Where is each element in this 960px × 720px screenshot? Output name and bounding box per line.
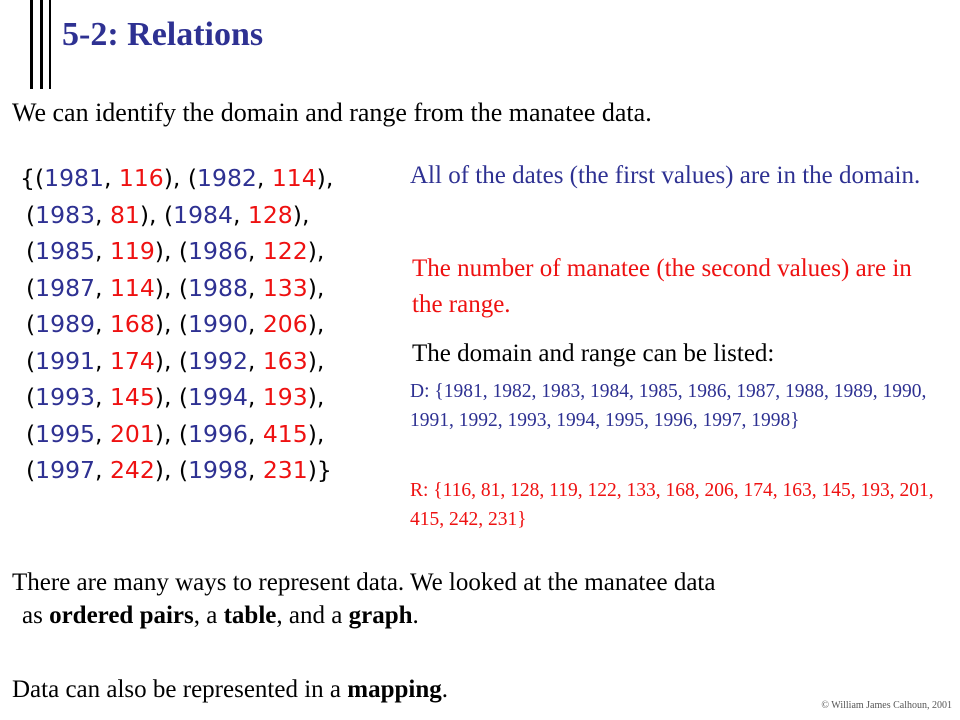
term-mapping: mapping — [347, 676, 442, 703]
pair-open-paren: ( — [163, 200, 174, 229]
pair-comma: , — [94, 310, 110, 338]
pair-value: 174 — [109, 346, 155, 375]
term-graph: graph — [348, 602, 413, 629]
term-ordered-pairs: ordered pairs — [49, 602, 194, 629]
pair-open-paren: ( — [34, 164, 45, 192]
pair-separator: , — [163, 456, 179, 484]
listed-heading: The domain and range can be listed: — [412, 340, 775, 367]
pair-value: 128 — [247, 200, 293, 229]
pair-year: 1984 — [173, 200, 233, 229]
pair-year: 1982 — [197, 164, 257, 192]
pair-open-paren: ( — [178, 237, 189, 265]
pair-close-paren: ) — [307, 310, 317, 338]
pair-close-paren: ) — [307, 237, 317, 265]
pair-value: 168 — [109, 310, 155, 338]
pair-line — [20, 160, 396, 197]
range-note: The number of manatee (the second values) are in the range. — [412, 255, 912, 318]
pair-line — [26, 343, 396, 380]
pair-close-paren: ) — [307, 383, 317, 411]
pair-line — [26, 270, 396, 307]
line2-sep-2: , and a — [276, 602, 349, 629]
pair-comma: , — [94, 346, 110, 375]
pair-close-paren: ) — [307, 273, 317, 302]
pair-line — [26, 379, 396, 416]
pair-year: 1996 — [188, 419, 248, 448]
pair-comma: , — [247, 419, 263, 448]
pair-value: 114 — [271, 164, 317, 192]
pair-comma: , — [247, 383, 263, 411]
pair-open-paren: ( — [178, 419, 189, 448]
pair-open-paren: ( — [26, 383, 36, 411]
pair-comma: , — [94, 273, 110, 302]
pair-line — [26, 306, 396, 343]
set-close-brace: } — [316, 456, 332, 484]
pair-year: 1994 — [188, 383, 248, 411]
pair-separator: , — [149, 200, 164, 229]
mapping-end: . — [441, 676, 448, 703]
pair-value: 81 — [109, 200, 140, 229]
pair-open-paren: ( — [178, 273, 189, 302]
pair-year: 1993 — [35, 383, 95, 411]
pair-value: 119 — [109, 237, 155, 265]
pair-open-paren: ( — [178, 383, 189, 411]
line2-sep-1: , a — [193, 602, 224, 629]
pair-close-paren: ) — [154, 383, 164, 411]
pair-year: 1986 — [188, 237, 248, 265]
set-open-brace: { — [20, 164, 35, 192]
pair-year: 1992 — [188, 346, 248, 375]
pair-close-paren: ) — [307, 346, 317, 375]
pair-value: 193 — [262, 383, 308, 411]
pair-year: 1991 — [35, 346, 95, 375]
pair-value: 116 — [118, 164, 164, 192]
representation-paragraph — [12, 566, 952, 632]
pair-separator: , — [163, 237, 179, 265]
pair-comma: , — [94, 383, 110, 411]
copyright-notice: © William James Calhoun, 2001 — [821, 700, 952, 711]
pair-year: 1985 — [35, 237, 95, 265]
mapping-paragraph — [12, 676, 448, 704]
pair-separator: , — [163, 273, 179, 302]
range-list: R: {116, 81, 128, 119, 122, 133, 168, 206, 174, 163, 145, 193, 201, 415, 242, 231} — [410, 480, 934, 530]
pair-year: 1997 — [35, 456, 95, 484]
pair-year: 1990 — [188, 310, 248, 338]
pair-comma: , — [94, 200, 110, 229]
pair-value: 201 — [109, 419, 155, 448]
intro-text: We can identify the domain and range from the manatee data. — [12, 98, 652, 127]
pair-line — [26, 416, 396, 453]
pair-comma: , — [94, 237, 110, 265]
left-rule-1 — [30, 0, 33, 89]
pair-value: 114 — [109, 273, 155, 302]
pair-open-paren: ( — [26, 346, 36, 375]
left-rule-2 — [40, 0, 43, 89]
term-table: table — [223, 602, 277, 629]
pair-separator: , — [316, 346, 325, 375]
pair-value: 133 — [262, 273, 308, 302]
pair-open-paren: ( — [178, 456, 189, 484]
pair-line — [26, 452, 396, 489]
left-rule-3 — [49, 0, 51, 89]
pair-comma: , — [247, 273, 263, 302]
pair-separator: , — [172, 164, 188, 192]
pair-open-paren: ( — [178, 310, 189, 338]
pair-close-paren: ) — [154, 419, 164, 448]
pair-separator: , — [163, 346, 179, 375]
pair-separator: , — [301, 200, 310, 229]
pair-separator: , — [316, 273, 325, 302]
pair-close-paren: ) — [163, 164, 173, 192]
pair-open-paren: ( — [178, 346, 189, 375]
pair-value: 242 — [109, 456, 155, 484]
pair-comma: , — [94, 456, 110, 484]
pair-comma: , — [232, 200, 248, 229]
pair-open-paren: ( — [26, 273, 36, 302]
pair-separator: , — [316, 383, 325, 411]
pair-close-paren: ) — [139, 200, 150, 229]
pair-value: 206 — [262, 310, 308, 338]
domain-list: D: {1981, 1982, 1983, 1984, 1985, 1986, 1987, 1988, 1989, 1990, 1991, 1992, 1993, 1994, 1995, 1996, 1997, 1998} — [410, 381, 927, 431]
pair-open-paren: ( — [26, 310, 36, 338]
pair-comma: , — [103, 164, 119, 192]
pair-year: 1988 — [188, 273, 248, 302]
pair-year: 1987 — [35, 273, 95, 302]
pair-line — [26, 233, 396, 270]
pair-comma: , — [247, 456, 263, 484]
pair-separator: , — [163, 310, 179, 338]
pair-close-paren: ) — [316, 164, 326, 192]
pair-line — [26, 197, 396, 234]
pair-open-paren: ( — [187, 164, 198, 192]
pair-value: 122 — [262, 237, 308, 265]
pair-close-paren: ) — [154, 237, 164, 265]
line2-end: . — [412, 602, 419, 629]
pair-close-paren: ) — [154, 456, 164, 484]
pair-separator: , — [316, 237, 325, 265]
pair-open-paren: ( — [26, 200, 36, 229]
pair-year: 1989 — [35, 310, 95, 338]
pair-value: 231 — [262, 456, 308, 484]
pair-comma: , — [247, 310, 263, 338]
ordered-pairs-list — [20, 160, 396, 489]
pair-year: 1981 — [44, 164, 104, 192]
domain-note: All of the dates (the first values) are in the domain. — [410, 162, 921, 189]
pair-separator: , — [316, 310, 325, 338]
pair-separator: , — [163, 383, 179, 411]
pair-comma: , — [94, 419, 110, 448]
pair-open-paren: ( — [26, 456, 36, 484]
pair-comma: , — [256, 164, 272, 192]
pair-close-paren: ) — [307, 456, 317, 484]
pair-separator: , — [316, 419, 325, 448]
pair-value: 163 — [262, 346, 308, 375]
pair-comma: , — [247, 346, 263, 375]
representation-line-1: There are many ways to represent data. We looked at the manatee data — [12, 569, 716, 596]
pair-year: 1995 — [35, 419, 95, 448]
pair-open-paren: ( — [26, 419, 36, 448]
pair-close-paren: ) — [292, 200, 302, 229]
mapping-prefix: Data can also be represented in a — [12, 676, 348, 703]
pair-close-paren: ) — [154, 273, 164, 302]
pair-close-paren: ) — [307, 419, 317, 448]
pair-open-paren: ( — [26, 237, 36, 265]
pair-value: 145 — [109, 383, 155, 411]
pair-close-paren: ) — [154, 310, 164, 338]
pair-separator: , — [325, 164, 334, 192]
pair-separator: , — [163, 419, 179, 448]
pair-year: 1998 — [188, 456, 248, 484]
pair-comma: , — [247, 237, 263, 265]
representation-line-2 — [12, 599, 952, 632]
page-title: 5-2: Relations — [62, 16, 264, 53]
pair-value: 415 — [262, 419, 308, 448]
pair-close-paren: ) — [154, 346, 164, 375]
line2-prefix: as — [22, 602, 50, 629]
pair-year: 1983 — [35, 200, 95, 229]
